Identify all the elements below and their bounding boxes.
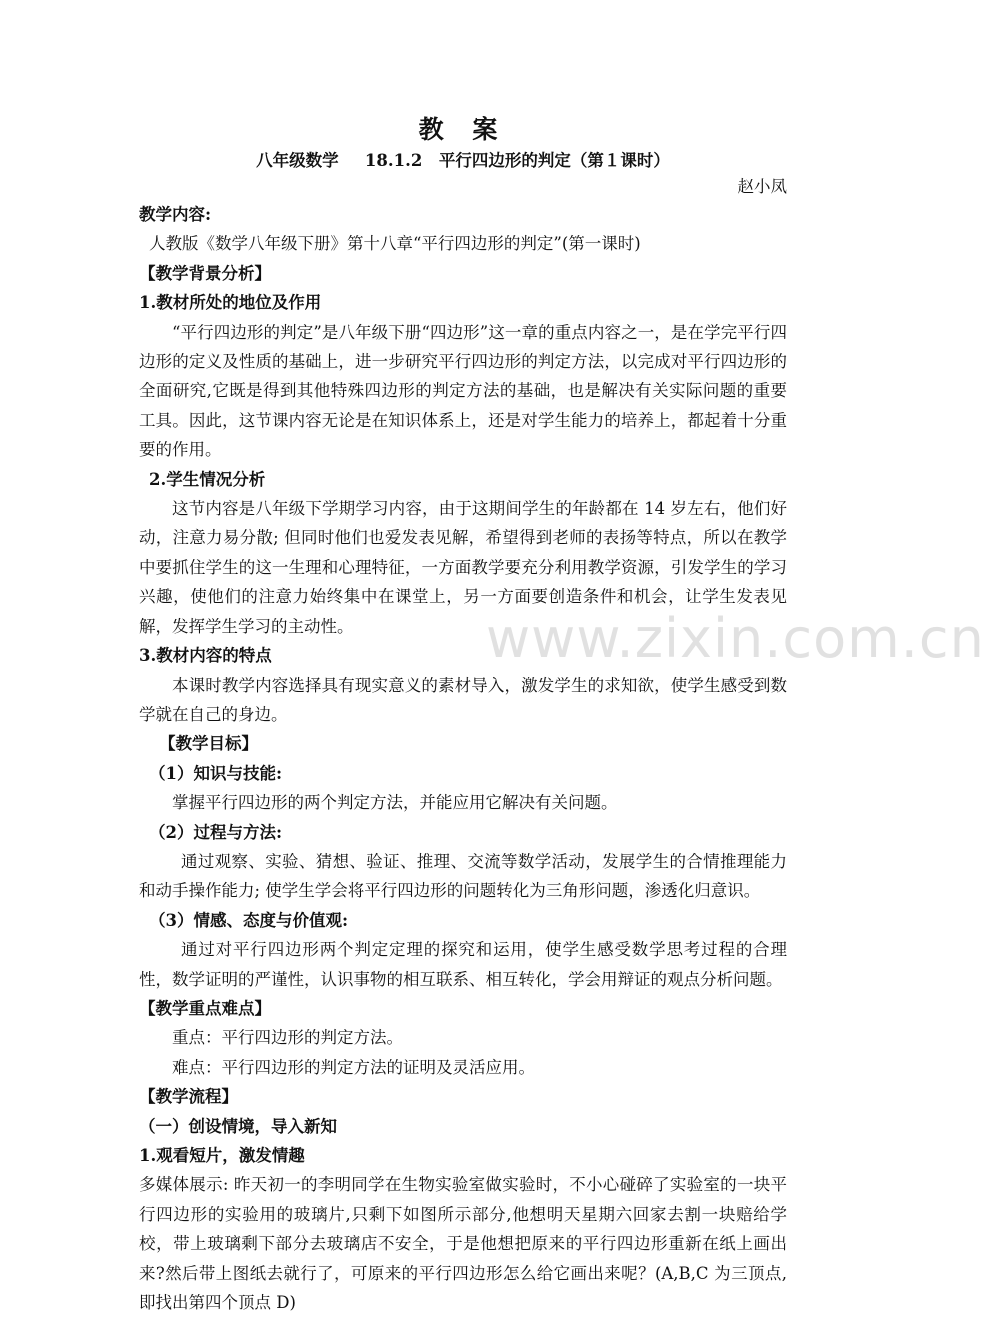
heading-background: 【教学背景分析】 [139, 263, 271, 283]
heading-teaching-content: 教学内容: [139, 205, 212, 224]
paragraph-position: “平行四边形的判定”是八年级下册“四边形”这一章的重点内容之一，是在学完平行四边形的定义及性质的基础上，进一步研究平行四边形的判定方法，以完成对平行四边形的全面研究,它既是得到其他特殊四边形的判定方法的基础，也是解决有关实际问题的重要工具。因此，这节课内容无论是在知识体系上，还是对学生能力的培养上，都起着十分重要的作用。 [139, 322, 787, 460]
heading-goal-process: （2）过程与方法: [149, 822, 283, 842]
heading-key-points: 【教学重点难点】 [139, 998, 271, 1018]
heading-flow-step-1-1: 1.观看短片，激发情趣 [139, 1146, 305, 1165]
paragraph-goal-attitude: 通过对平行四边形两个判定定理的探究和运用，使学生感受数学思考过程的合理性，数学证明的严谨性，认识事物的相互联系、相互转化，学会用辩证的观点分析问题。 [139, 940, 787, 989]
paragraph-flow-step-1-1: 多媒体展示: 昨天初一的李明同学在生物实验室做实验时，不小心碰碎了实验室的一块平行四边形的实验用的玻璃片,只剩下如图所示部分,他想明天星期六回家去割一块赔给学校，带上玻璃剩下部分去玻璃店不安全，于是他想把原来的平行四边形重新在纸上画出来?然后带上图纸去就行了，可原来的平行四边形怎么给它画出来呢？(A,B,C 为三顶点,即找出第四个顶点 D) [139, 1175, 787, 1313]
author-name: 赵小凤 [737, 177, 787, 196]
heading-flow-step-1: （一）创设情境，导入新知 [139, 1116, 337, 1136]
heading-position: 1.教材所处的地位及作用 [139, 293, 322, 313]
paragraph-key-point: 重点：平行四边形的判定方法。 [172, 1028, 403, 1048]
paragraph-goal-knowledge: 掌握平行四边形的两个判定方法，并能应用它解决有关问题。 [172, 793, 618, 813]
teaching-content-text: 人教版《数学八年级下册》第十八章“平行四边形的判定”(第一课时) [149, 234, 641, 254]
lesson-plan-body [139, 112, 787, 1317]
document-title: 教 案 [418, 115, 508, 144]
paragraph-students: 这节内容是八年级下学期学习内容，由于这期间学生的年龄都在 14 岁左右，他们好动，注意力易分散; 但同时他们也爱发表见解，希望得到老师的表扬等特点，所以在教学中要抓住学生的这一生理和心理特征，一方面教学要充分利用教学资源，引发学生的学习兴趣，使他们的注意力始终集中在课堂上，另一方面要创造条件和机会，让学生发表见解，发挥学生学习的主动性。 [139, 499, 787, 636]
paragraph-difficulty: 难点：平行四边形的判定方法的证明及灵活应用。 [172, 1057, 535, 1077]
heading-features: 3.教材内容的特点 [139, 646, 272, 666]
watermark-text: www.zixin.com.cn [486, 607, 985, 670]
document-subtitle: 八年级数学 18.1.2 平行四边形的判定（第１课时） [256, 151, 670, 170]
heading-flow: 【教学流程】 [139, 1087, 238, 1107]
heading-goal-knowledge: （1）知识与技能: [149, 763, 283, 783]
heading-students: 2.学生情况分析 [149, 469, 266, 489]
paragraph-goal-process: 通过观察、实验、猜想、验证、推理、交流等数学活动，发展学生的合情推理能力和动手操作能力; 使学生学会将平行四边形的问题转化为三角形问题，渗透化归意识。 [139, 851, 787, 901]
heading-goals: 【教学目标】 [159, 734, 258, 754]
heading-goal-attitude: （3）情感、态度与价值观: [149, 910, 349, 930]
paragraph-features: 本课时教学内容选择具有现实意义的素材导入，激发学生的求知欲，使学生感受到数学就在自己的身边。 [139, 675, 787, 724]
